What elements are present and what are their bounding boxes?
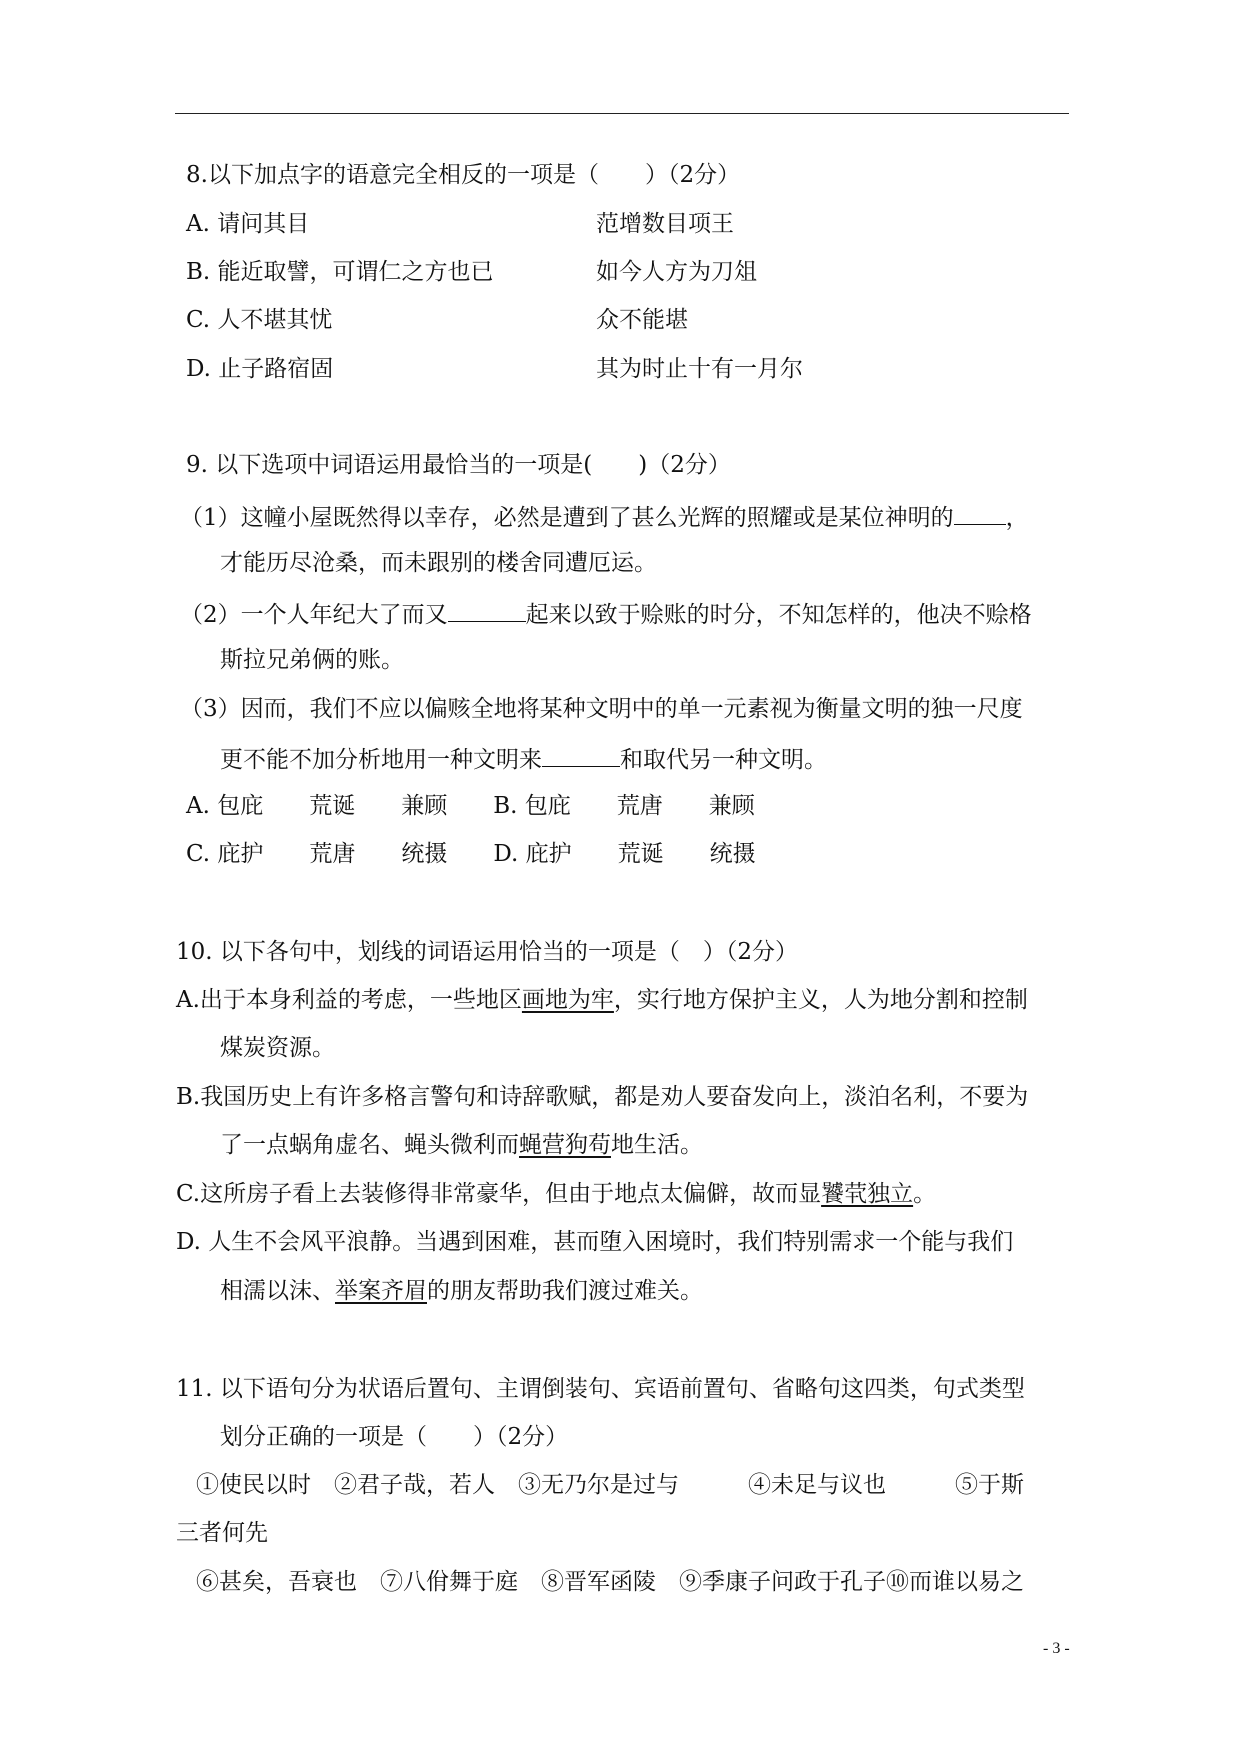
q8-option-b-left: B. 能近取譬，可谓仁之方也已	[186, 259, 494, 285]
q9-s2-blank	[448, 597, 526, 622]
q11-stem: 11. 以下语句分为状语后置句、主谓倒装句、宾语前置句、省略句这四类，句式类型	[176, 1376, 1025, 1402]
q9-s2-post: 起来以致于赊账的时分，不知怎样的，他决不赊格	[525, 602, 1032, 628]
q9-s2-pre: （2）一个人年纪大了而又	[180, 602, 448, 628]
q10-stem: 10. 以下各句中，划线的词语运用恰当的一项是（ ）（2分）	[176, 939, 799, 965]
q9-sentence-3: （3）因而，我们不应以偏赅全地将某种文明中的单一元素视为衡量文明的独一尺度	[180, 696, 1023, 722]
q9-sentence-2-cont: 斯拉兄弟俩的账。	[220, 647, 404, 673]
q10-option-a	[176, 985, 1028, 1015]
q9-s3-blank	[542, 742, 620, 767]
q9-s1-blank	[954, 500, 1006, 525]
q9-s1-end: ，	[1005, 505, 1029, 531]
q10-c-underlined: 饕茕独立	[821, 1181, 914, 1207]
q8-option-b-right: 如今人方为刀俎	[596, 259, 757, 285]
q10-c-pre: C.这所房子看上去装修得非常豪华，但由于地点太偏僻，故而显	[176, 1181, 822, 1207]
q10-a-pre: A.出于本身利益的考虑，一些地区	[176, 987, 522, 1013]
q10-d-pre: 相濡以沫、	[220, 1278, 335, 1304]
q9-sentence-3-cont	[220, 742, 827, 775]
q8-option-a-right: 范增数目项王	[596, 211, 734, 237]
q9-s1-text: （1）这幢小屋既然得以幸存，必然是遭到了甚么光辉的照耀或是某位神明的	[180, 505, 954, 531]
q9-options-row-2: C. 庇护 荒唐 统摄 D. 庇护 荒诞 统摄	[186, 841, 756, 867]
q10-option-a-cont: 煤炭资源。	[220, 1035, 335, 1061]
q8-option-a-left: A. 请问其目	[186, 211, 310, 237]
q8-option-d-left: D. 止子路宿固	[186, 356, 334, 382]
q10-option-c	[176, 1179, 936, 1209]
q9-sentence-1	[180, 500, 1029, 533]
q10-b-pre: 了一点蜗角虚名、蝇头微利而	[220, 1132, 519, 1158]
q9-s3-pre: 更不能不加分析地用一种文明来	[220, 747, 542, 773]
q10-b-post: 地生活。	[611, 1132, 703, 1158]
page-number: - 3 -	[1043, 1640, 1070, 1657]
q11-items-row-1: ①使民以时 ②君子哉，若人 ③无乃尔是过与 ④未足与议也 ⑤于斯	[196, 1472, 1024, 1498]
q9-stem: 9. 以下选项中词语运用最恰当的一项是( )（2分）	[186, 452, 731, 478]
q11-stem-cont: 划分正确的一项是（ ）（2分）	[220, 1424, 569, 1450]
q10-d-post: 的朋友帮助我们渡过难关。	[427, 1278, 703, 1304]
q8-option-c-right: 众不能堪	[596, 307, 688, 333]
q10-c-post: 。	[913, 1181, 937, 1207]
q10-option-d-cont	[220, 1276, 703, 1306]
q9-options-row-1: A. 包庇 荒诞 兼顾 B. 包庇 荒唐 兼顾	[186, 793, 755, 819]
q9-sentence-1-cont: 才能历尽沧桑，而未跟别的楼舍同遭厄运。	[220, 550, 657, 576]
q11-items-row-2: ⑥甚矣，吾衰也 ⑦八佾舞于庭 ⑧晋军函陵 ⑨季康子问政于孔子⑩而谁以易之	[196, 1569, 1024, 1595]
q10-b-underlined: 蝇营狗苟	[519, 1132, 611, 1158]
q9-s3-post: 和取代另一种文明。	[620, 747, 827, 773]
q10-a-underlined: 画地为牢	[521, 987, 614, 1013]
q11-items-row-1-cont: 三者何先	[176, 1520, 268, 1546]
q10-option-b-cont	[220, 1130, 703, 1160]
q10-option-d: D. 人生不会风平浪静。当遇到困难，甚而堕入困境时，我们特别需求一个能与我们	[176, 1229, 1014, 1255]
q8-option-d-right: 其为时止十有一月尔	[596, 356, 803, 382]
q8-stem: 8.以下加点字的语意完全相反的一项是（ ）（2分）	[186, 162, 741, 188]
q9-sentence-2	[180, 597, 1032, 630]
header-rule	[175, 113, 1069, 114]
q10-a-post: ，实行地方保护主义，人为地分割和控制	[613, 987, 1028, 1013]
q8-option-c-left: C. 人不堪其忧	[186, 307, 333, 333]
q10-option-b: B.我国历史上有许多格言警句和诗辞歌赋，都是劝人要奋发向上，淡泊名利，不要为	[176, 1084, 1029, 1110]
q10-d-underlined: 举案齐眉	[335, 1278, 427, 1304]
